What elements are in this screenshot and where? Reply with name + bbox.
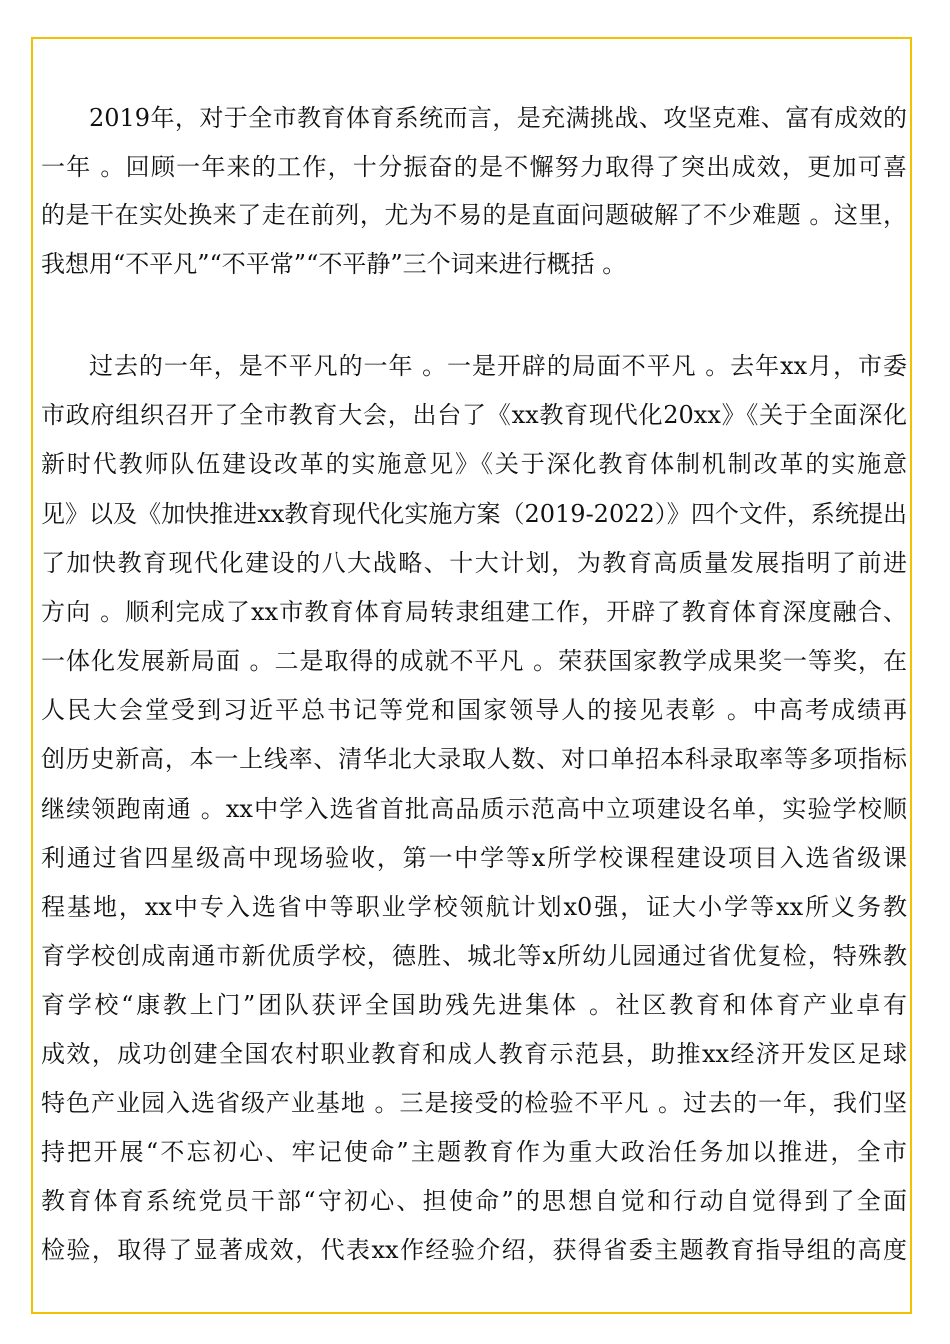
paragraph-2-line-4: 见》以及《加快推进xx教育现代化实施方案（2019-2022）》四个文件，系统提出 xyxy=(41,500,907,528)
paragraph-2-line-18: 教育体育系统党员干部“守初心、担使命”的思想自觉和行动自觉得到了全面 xyxy=(41,1187,907,1215)
paragraph-2-line-1: 过去的一年，是不平凡的一年 。一是开辟的局面不平凡 。去年xx月，市委 xyxy=(89,352,907,380)
paragraph-1-line-3: 的是干在实处换来了走在前列，尤为不易的是直面问题破解了不少难题 。这里， xyxy=(41,201,907,229)
paragraph-2-line-13: 育学校创成南通市新优质学校，德胜、城北等x所幼儿园通过省优复检，特殊教 xyxy=(41,942,907,970)
paragraph-2-line-8: 人民大会堂受到习近平总书记等党和国家领导人的接见表彰 。中高考成绩再 xyxy=(41,696,907,724)
paragraph-2-line-9: 创历史新高，本一上线率、清华北大录取人数、对口单招本科录取率等多项指标 xyxy=(41,745,907,773)
paragraph-1-line-2: 一年 。回顾一年来的工作，十分振奋的是不懈努力取得了突出成效，更加可喜 xyxy=(41,153,907,181)
paragraph-2-line-15: 成效，成功创建全国农村职业教育和成人教育示范县，助推xx经济开发区足球 xyxy=(41,1040,907,1068)
paragraph-2-line-12: 程基地，xx中专入选省中等职业学校领航计划x0强，证大小学等xx所义务教 xyxy=(41,893,907,921)
paragraph-2-line-11: 利通过省四星级高中现场验收，第一中学等x所学校课程建设项目入选省级课 xyxy=(41,844,907,872)
paragraph-2-line-3: 新时代教师队伍建设改革的实施意见》《关于深化教育体制机制改革的实施意 xyxy=(41,450,907,478)
paragraph-2-line-14: 育学校“康教上门”团队获评全国助残先进集体 。社区教育和体育产业卓有 xyxy=(41,991,907,1019)
paragraph-2-line-2: 市政府组织召开了全市教育大会，出台了《xx教育现代化20xx》《关于全面深化 xyxy=(41,401,907,429)
paragraph-1-line-1: 2019年，对于全市教育体育系统而言，是充满挑战、攻坚克难、富有成效的 xyxy=(89,104,907,132)
paragraph-2-line-6: 方向 。顺利完成了xx市教育体育局转隶组建工作，开辟了教育体育深度融合、 xyxy=(41,598,907,626)
paragraph-2-line-7: 一体化发展新局面 。二是取得的成就不平凡 。荣获国家教学成果奖一等奖，在 xyxy=(41,647,907,675)
paragraph-1-line-4: 我想用“不平凡”“不平常”“不平静”三个词来进行概括 。 xyxy=(41,250,627,278)
paragraph-2-line-16: 特色产业园入选省级产业基地 。三是接受的检验不平凡 。过去的一年，我们坚 xyxy=(41,1089,907,1117)
paragraph-2-line-17: 持把开展“不忘初心、牢记使命”主题教育作为重大政治任务加以推进，全市 xyxy=(41,1138,907,1166)
paragraph-2-line-10: 继续领跑南通 。xx中学入选省首批高品质示范高中立项建设名单，实验学校顺 xyxy=(41,795,907,823)
paragraph-2-line-19: 检验，取得了显著成效，代表xx作经验介绍，获得省委主题教育指导组的高度 xyxy=(41,1236,907,1264)
paragraph-2-line-5: 了加快教育现代化建设的八大战略、十大计划，为教育高质量发展指明了前进 xyxy=(41,549,907,577)
